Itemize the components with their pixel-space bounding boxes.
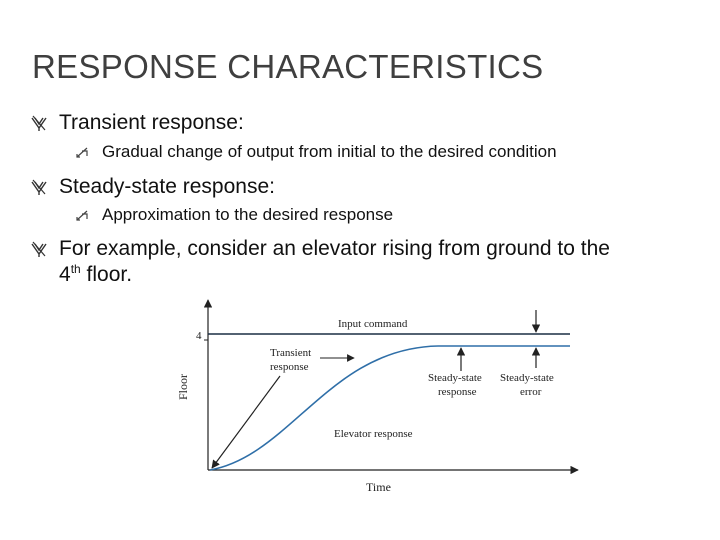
bullet-example-line2-rest: floor. <box>80 263 133 286</box>
bullet-example-text <box>59 236 610 288</box>
sub-bullet-transient-text: Gradual change of output from initial to the desired condition <box>102 142 557 161</box>
y-axis-label: Floor <box>176 373 190 400</box>
bullet-steady-state <box>30 174 275 200</box>
bullet-example <box>30 236 610 288</box>
steady-state-label-line1: Steady-state <box>428 372 482 384</box>
transient-label-line2: response <box>270 361 309 373</box>
bullet-example-line1: For example, consider an elevator rising from ground to the <box>59 237 610 260</box>
sub-bullet-steady-state-text: Approximation to the desired response <box>102 205 394 224</box>
sub-bullet-steady-state <box>76 205 393 225</box>
steady-error-label-line2: error <box>520 386 542 398</box>
bullet-example-line2-sup: th <box>70 262 81 276</box>
bullet-icon <box>30 178 48 196</box>
elevator-response-curve <box>210 346 570 470</box>
sub-bullet-icon <box>76 209 89 222</box>
elevator-response-diagram <box>170 296 590 500</box>
transient-arrow <box>212 376 280 468</box>
steady-state-label-line2: response <box>438 386 477 398</box>
sub-bullet-icon <box>76 146 89 159</box>
bullet-example-line2-number: 4 <box>59 263 71 286</box>
input-command-label: Input command <box>338 318 408 330</box>
bullet-transient <box>30 110 244 136</box>
elevator-response-label: Elevator response <box>334 428 413 440</box>
bullet-transient-text: Transient response: <box>59 111 244 134</box>
bullet-icon <box>30 240 48 258</box>
slide-title: RESPONSE CHARACTERISTICS <box>32 48 544 85</box>
bullet-steady-state-text: Steady-state response: <box>59 175 275 198</box>
y-tick-label-4: 4 <box>196 330 202 342</box>
sub-bullet-transient <box>76 142 557 162</box>
steady-error-label-line1: Steady-state <box>500 372 554 384</box>
x-axis-label: Time <box>366 480 391 494</box>
bullet-icon <box>30 114 48 132</box>
transient-label-line1: Transient <box>270 347 312 359</box>
